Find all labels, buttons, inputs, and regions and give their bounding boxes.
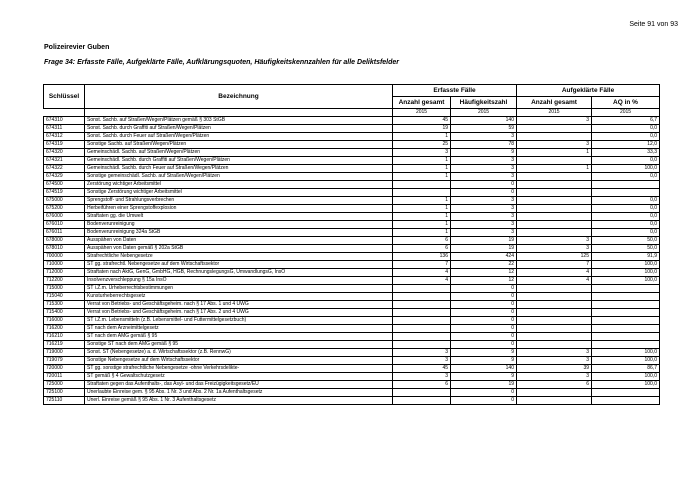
row-aq: 50,0 bbox=[592, 237, 660, 245]
row-aufgeklaert-anzahl bbox=[517, 389, 592, 397]
header-bezeichnung: Bezeichnung bbox=[85, 85, 393, 109]
row-description: Sonst. Sachb. durch Graffiti auf Straßen/Wegen/Plätzen bbox=[85, 125, 393, 133]
row-key: 674500 bbox=[44, 181, 85, 189]
row-aq: 91,9 bbox=[592, 253, 660, 261]
table-row bbox=[44, 181, 660, 189]
row-aufgeklaert-anzahl: 7 bbox=[517, 261, 592, 269]
row-haeufigkeitszahl: 0 bbox=[451, 341, 517, 349]
row-key: 674319 bbox=[44, 141, 85, 149]
row-anzahl-gesamt: 1 bbox=[393, 165, 451, 173]
row-aq bbox=[592, 325, 660, 333]
row-aufgeklaert-anzahl bbox=[517, 325, 592, 333]
row-description: Insolvenzverschleppung § 15a InsO bbox=[85, 277, 393, 285]
row-key: 725000 bbox=[44, 381, 85, 389]
row-aufgeklaert-anzahl bbox=[517, 341, 592, 349]
row-description: Sonstige Sachb. auf Straßen/Wegen/Plätzen bbox=[85, 141, 393, 149]
row-description: Bodenverunreinigung bbox=[85, 221, 393, 229]
row-key: 720000 bbox=[44, 365, 85, 373]
row-description: Sonstige gemeinschädl. Sachb. auf Straßen/Wegen/Plätzen bbox=[85, 173, 393, 181]
row-haeufigkeitszahl: 9 bbox=[451, 149, 517, 157]
row-description: Herbeiführen einer Sprengstoffexplosion bbox=[85, 205, 393, 213]
table-row bbox=[44, 221, 660, 229]
table-row bbox=[44, 365, 660, 373]
row-aq bbox=[592, 301, 660, 309]
row-aq: 0,0 bbox=[592, 229, 660, 237]
row-aufgeklaert-anzahl bbox=[517, 213, 592, 221]
row-key: 700000 bbox=[44, 253, 85, 261]
row-anzahl-gesamt bbox=[393, 181, 451, 189]
row-aq: 0,0 bbox=[592, 205, 660, 213]
row-aufgeklaert-anzahl bbox=[517, 181, 592, 189]
row-anzahl-gesamt bbox=[393, 397, 451, 405]
row-haeufigkeitszahl: 0 bbox=[451, 317, 517, 325]
table-row bbox=[44, 317, 660, 325]
row-description: Zerstörung wichtiger Arbeitsmittel bbox=[85, 181, 393, 189]
row-aq bbox=[592, 189, 660, 197]
row-aq: 100,0 bbox=[592, 349, 660, 357]
row-aufgeklaert-anzahl bbox=[517, 189, 592, 197]
row-description: Sonst. ST (Nebengesetze) a. d. Wirtschaftssektor (z.B. RennwG) bbox=[85, 349, 393, 357]
row-anzahl-gesamt: 3 bbox=[393, 357, 451, 365]
row-aufgeklaert-anzahl: 125 bbox=[517, 253, 592, 261]
row-aufgeklaert-anzahl bbox=[517, 301, 592, 309]
row-description: Straftaten gegen das Aufenthalts-, das Asyl- und das Freizügigkeitsgesetz/EU bbox=[85, 381, 393, 389]
row-aufgeklaert-anzahl bbox=[517, 221, 592, 229]
row-aq: 100,0 bbox=[592, 165, 660, 173]
row-key: 712200 bbox=[44, 277, 85, 285]
row-description: ST gemäß § 4 Gewaltschutzgesetz bbox=[85, 373, 393, 381]
row-description: Sonstige Zerstörung wichtiger Arbeitsmittel bbox=[85, 189, 393, 197]
row-anzahl-gesamt: 1 bbox=[393, 173, 451, 181]
row-key: 716219 bbox=[44, 341, 85, 349]
row-aufgeklaert-anzahl: 1 bbox=[517, 165, 592, 173]
table-row bbox=[44, 357, 660, 365]
header-aq: AQ in % bbox=[592, 97, 660, 109]
row-haeufigkeitszahl: 0 bbox=[451, 397, 517, 405]
row-haeufigkeitszahl: 0 bbox=[451, 285, 517, 293]
row-key: 715300 bbox=[44, 301, 85, 309]
row-aq: 0,0 bbox=[592, 213, 660, 221]
row-key: 715040 bbox=[44, 293, 85, 301]
row-anzahl-gesamt bbox=[393, 285, 451, 293]
row-description: Gemeinschädl. Sachb. auf Straßen/Wegen/Plätzen bbox=[85, 149, 393, 157]
row-description: Unerl. Einreise gemäß § 95 Abs. 1 Nr. 3 Aufenthaltsgesetz bbox=[85, 397, 393, 405]
row-haeufigkeitszahl: 9 bbox=[451, 357, 517, 365]
row-aq: 86,7 bbox=[592, 365, 660, 373]
row-key: 676010 bbox=[44, 221, 85, 229]
row-aq: 100,0 bbox=[592, 269, 660, 277]
organization-title: Polizeirevier Guben bbox=[44, 44, 110, 51]
row-aq: 100,0 bbox=[592, 357, 660, 365]
table-row bbox=[44, 205, 660, 213]
row-key: 716200 bbox=[44, 325, 85, 333]
row-key: 675200 bbox=[44, 205, 85, 213]
row-description: Gemeinschädl. Sachb. durch Feuer auf Straßen/Wegen/Plätzen bbox=[85, 165, 393, 173]
row-aq: 100,0 bbox=[592, 381, 660, 389]
row-description: Sonstige ST nach dem AMG gemäß § 95 bbox=[85, 341, 393, 349]
table-row bbox=[44, 197, 660, 205]
table-row bbox=[44, 229, 660, 237]
row-key: 674321 bbox=[44, 157, 85, 165]
row-haeufigkeitszahl: 3 bbox=[451, 197, 517, 205]
row-anzahl-gesamt bbox=[393, 189, 451, 197]
row-haeufigkeitszahl: 19 bbox=[451, 245, 517, 253]
row-anzahl-gesamt: 1 bbox=[393, 197, 451, 205]
row-aq: 0,0 bbox=[592, 157, 660, 165]
row-aq bbox=[592, 309, 660, 317]
row-key: 715400 bbox=[44, 309, 85, 317]
year-label: 2015 bbox=[592, 109, 660, 117]
row-anzahl-gesamt bbox=[393, 301, 451, 309]
row-haeufigkeitszahl: 3 bbox=[451, 229, 517, 237]
table-body bbox=[44, 117, 660, 405]
table-row bbox=[44, 341, 660, 349]
row-haeufigkeitszahl: 12 bbox=[451, 277, 517, 285]
row-haeufigkeitszahl: 12 bbox=[451, 269, 517, 277]
row-anzahl-gesamt: 25 bbox=[393, 141, 451, 149]
table-row bbox=[44, 173, 660, 181]
row-key: 712000 bbox=[44, 269, 85, 277]
row-anzahl-gesamt bbox=[393, 341, 451, 349]
row-anzahl-gesamt bbox=[393, 389, 451, 397]
row-description: Straftaten nach AktG, GenG, GmbHG, HGB, RechnungslegungsG, UmwandlungsG, InsO bbox=[85, 269, 393, 277]
row-aufgeklaert-anzahl: 6 bbox=[517, 381, 592, 389]
row-haeufigkeitszahl: 0 bbox=[451, 301, 517, 309]
row-anzahl-gesamt: 7 bbox=[393, 261, 451, 269]
row-aufgeklaert-anzahl: 3 bbox=[517, 349, 592, 357]
row-description: ST i.Z.m. Lebensmitteln (z.B. Lebensmittel- und Futtermittelgesetzbuch) bbox=[85, 317, 393, 325]
row-haeufigkeitszahl: 59 bbox=[451, 125, 517, 133]
row-aufgeklaert-anzahl: 3 bbox=[517, 373, 592, 381]
row-description: Strafrechtliche Nebengesetze bbox=[85, 253, 393, 261]
table-row bbox=[44, 213, 660, 221]
table-row bbox=[44, 125, 660, 133]
table-row bbox=[44, 381, 660, 389]
row-aq: 0,0 bbox=[592, 197, 660, 205]
row-key: 719000 bbox=[44, 349, 85, 357]
table-row bbox=[44, 141, 660, 149]
row-aufgeklaert-anzahl bbox=[517, 309, 592, 317]
row-aq bbox=[592, 341, 660, 349]
table-row bbox=[44, 117, 660, 125]
row-aq bbox=[592, 389, 660, 397]
row-haeufigkeitszahl: 140 bbox=[451, 365, 517, 373]
row-haeufigkeitszahl: 3 bbox=[451, 133, 517, 141]
row-haeufigkeitszahl: 9 bbox=[451, 349, 517, 357]
row-description: ST gg. sonstige strafrechtliche Nebengesetze -ohne Verkehrsdelikte- bbox=[85, 365, 393, 373]
row-aufgeklaert-anzahl bbox=[517, 293, 592, 301]
row-haeufigkeitszahl: 78 bbox=[451, 141, 517, 149]
row-anzahl-gesamt: 1 bbox=[393, 221, 451, 229]
row-haeufigkeitszahl: 9 bbox=[451, 373, 517, 381]
table-row bbox=[44, 237, 660, 245]
table-row bbox=[44, 293, 660, 301]
row-description: ST gg. strafrechtl. Nebengesetze auf dem Wirtschaftssektor bbox=[85, 261, 393, 269]
row-anzahl-gesamt: 1 bbox=[393, 205, 451, 213]
row-aufgeklaert-anzahl: 4 bbox=[517, 269, 592, 277]
row-haeufigkeitszahl: 22 bbox=[451, 261, 517, 269]
row-anzahl-gesamt: 6 bbox=[393, 237, 451, 245]
row-aq: 100,0 bbox=[592, 373, 660, 381]
row-aufgeklaert-anzahl bbox=[517, 205, 592, 213]
header-anzahl-gesamt-aufgeklaert: Anzahl gesamt bbox=[517, 97, 592, 109]
row-key: 676000 bbox=[44, 213, 85, 221]
table-row bbox=[44, 285, 660, 293]
row-anzahl-gesamt bbox=[393, 333, 451, 341]
row-haeufigkeitszahl: 0 bbox=[451, 325, 517, 333]
row-key: 716000 bbox=[44, 317, 85, 325]
row-aufgeklaert-anzahl: 3 bbox=[517, 245, 592, 253]
table-row bbox=[44, 253, 660, 261]
year-label: 2015 bbox=[451, 109, 517, 117]
table-row bbox=[44, 301, 660, 309]
row-aq: 50,0 bbox=[592, 245, 660, 253]
row-key: 674311 bbox=[44, 125, 85, 133]
row-key: 715000 bbox=[44, 285, 85, 293]
row-haeufigkeitszahl: 0 bbox=[451, 309, 517, 317]
table-row bbox=[44, 157, 660, 165]
document-subtitle: Frage 34: Erfasste Fälle, Aufgeklärte Fälle, Aufklärungsquoten, Häufigkeitskennzahlen für alle Deliktsfelder bbox=[44, 59, 400, 66]
row-aufgeklaert-anzahl bbox=[517, 133, 592, 141]
row-aq bbox=[592, 317, 660, 325]
row-aufgeklaert-anzahl: 3 bbox=[517, 237, 592, 245]
row-aufgeklaert-anzahl bbox=[517, 157, 592, 165]
row-key: 674310 bbox=[44, 117, 85, 125]
row-description: Verrat von Betriebs- und Geschäftsgeheim. nach § 17 Abs. 2 und 4 UWG bbox=[85, 309, 393, 317]
row-aufgeklaert-anzahl bbox=[517, 197, 592, 205]
row-aufgeklaert-anzahl: 3 bbox=[517, 357, 592, 365]
row-aufgeklaert-anzahl: 1 bbox=[517, 149, 592, 157]
row-description: Verrat von Betriebs- und Geschäftsgeheim. nach § 17 Abs. 1 und 4 UWG bbox=[85, 301, 393, 309]
row-haeufigkeitszahl: 19 bbox=[451, 381, 517, 389]
year-label: 2015 bbox=[517, 109, 592, 117]
row-haeufigkeitszahl: 3 bbox=[451, 165, 517, 173]
table-row bbox=[44, 277, 660, 285]
row-aufgeklaert-anzahl: 3 bbox=[517, 141, 592, 149]
year-row-blank bbox=[44, 109, 85, 117]
row-anzahl-gesamt: 6 bbox=[393, 381, 451, 389]
row-aufgeklaert-anzahl bbox=[517, 317, 592, 325]
table-row bbox=[44, 165, 660, 173]
row-key: 716210 bbox=[44, 333, 85, 341]
row-description: Straftaten gg. die Umwelt bbox=[85, 213, 393, 221]
row-haeufigkeitszahl: 3 bbox=[451, 157, 517, 165]
row-description: Sonst. Sachb. durch Feuer auf Straßen/Wegen/Plätzen bbox=[85, 133, 393, 141]
row-aufgeklaert-anzahl bbox=[517, 173, 592, 181]
row-aq: 0,0 bbox=[592, 221, 660, 229]
row-key: 674312 bbox=[44, 133, 85, 141]
row-haeufigkeitszahl: 0 bbox=[451, 181, 517, 189]
row-aq: 12,0 bbox=[592, 141, 660, 149]
row-anzahl-gesamt: 3 bbox=[393, 149, 451, 157]
row-description: Unerlaubte Einreise gem. § 95 Abs. 1 Nr. 3 und Abs. 2 Nr. 1a Aufenthaltsgesetz bbox=[85, 389, 393, 397]
row-key: 674329 bbox=[44, 173, 85, 181]
row-description: ST nach dem AMG gemäß § 95 bbox=[85, 333, 393, 341]
row-aufgeklaert-anzahl: 39 bbox=[517, 365, 592, 373]
row-aq: 0,0 bbox=[592, 125, 660, 133]
table-row bbox=[44, 309, 660, 317]
row-haeufigkeitszahl: 424 bbox=[451, 253, 517, 261]
row-haeufigkeitszahl: 140 bbox=[451, 117, 517, 125]
header-anzahl-gesamt: Anzahl gesamt bbox=[393, 97, 451, 109]
row-aq: 0,0 bbox=[592, 133, 660, 141]
row-aufgeklaert-anzahl: 4 bbox=[517, 277, 592, 285]
row-aufgeklaert-anzahl bbox=[517, 285, 592, 293]
row-anzahl-gesamt bbox=[393, 317, 451, 325]
row-haeufigkeitszahl: 0 bbox=[451, 333, 517, 341]
row-aufgeklaert-anzahl bbox=[517, 125, 592, 133]
row-anzahl-gesamt: 45 bbox=[393, 365, 451, 373]
row-anzahl-gesamt: 19 bbox=[393, 125, 451, 133]
row-aq bbox=[592, 397, 660, 405]
row-anzahl-gesamt bbox=[393, 325, 451, 333]
table-row bbox=[44, 261, 660, 269]
row-haeufigkeitszahl: 0 bbox=[451, 293, 517, 301]
year-label: 2015 bbox=[393, 109, 451, 117]
row-key: 674320 bbox=[44, 149, 85, 157]
row-aufgeklaert-anzahl bbox=[517, 229, 592, 237]
row-description: ST nach dem Arzneimittelgesetz bbox=[85, 325, 393, 333]
table-row bbox=[44, 325, 660, 333]
row-anzahl-gesamt: 45 bbox=[393, 117, 451, 125]
row-key: 675000 bbox=[44, 197, 85, 205]
row-aq bbox=[592, 293, 660, 301]
statistics-table bbox=[43, 84, 660, 405]
group-header-erfasste-faelle: Erfasste Fälle bbox=[393, 85, 517, 97]
row-haeufigkeitszahl: 3 bbox=[451, 205, 517, 213]
table-row bbox=[44, 133, 660, 141]
table-row bbox=[44, 389, 660, 397]
row-anzahl-gesamt: 3 bbox=[393, 349, 451, 357]
header-haeufigkeitszahl: Häufigkeitszahl bbox=[451, 97, 517, 109]
row-anzahl-gesamt bbox=[393, 293, 451, 301]
table-row bbox=[44, 149, 660, 157]
row-aq: 100,0 bbox=[592, 261, 660, 269]
row-aufgeklaert-anzahl bbox=[517, 333, 592, 341]
row-aq bbox=[592, 181, 660, 189]
row-anzahl-gesamt: 1 bbox=[393, 213, 451, 221]
row-aq bbox=[592, 285, 660, 293]
row-aufgeklaert-anzahl: 3 bbox=[517, 117, 592, 125]
row-description: Gemeinschädl. Sachb. durch Graffiti auf Straßen/Wegen/Plätzen bbox=[85, 157, 393, 165]
row-description: Sonst. Sachb. auf Straßen/Wegen/Plätzen gemäß § 303 StGB bbox=[85, 117, 393, 125]
row-aq: 6,7 bbox=[592, 117, 660, 125]
row-key: 725110 bbox=[44, 397, 85, 405]
row-key: 720011 bbox=[44, 373, 85, 381]
row-aq: 0,0 bbox=[592, 173, 660, 181]
row-key: 674519 bbox=[44, 189, 85, 197]
table-row bbox=[44, 245, 660, 253]
group-header-aufgeklaerte-faelle: Aufgeklärte Fälle bbox=[517, 85, 660, 97]
row-key: 719079 bbox=[44, 357, 85, 365]
row-anzahl-gesamt: 4 bbox=[393, 277, 451, 285]
row-description: Ausspähen von Daten bbox=[85, 237, 393, 245]
row-key: 676011 bbox=[44, 229, 85, 237]
table-row bbox=[44, 349, 660, 357]
row-aq bbox=[592, 333, 660, 341]
row-haeufigkeitszahl: 0 bbox=[451, 389, 517, 397]
table-row bbox=[44, 373, 660, 381]
row-aufgeklaert-anzahl bbox=[517, 397, 592, 405]
row-description: Bodenverunreinigung 324a StGB bbox=[85, 229, 393, 237]
row-haeufigkeitszahl: 3 bbox=[451, 221, 517, 229]
page-number: Seite 91 von 93 bbox=[629, 21, 678, 28]
row-key: 710000 bbox=[44, 261, 85, 269]
row-aq: 33,3 bbox=[592, 149, 660, 157]
row-aq: 100,0 bbox=[592, 277, 660, 285]
row-description: Sprengstoff- und Strahlungsverbrechen bbox=[85, 197, 393, 205]
row-anzahl-gesamt: 3 bbox=[393, 373, 451, 381]
row-haeufigkeitszahl: 19 bbox=[451, 237, 517, 245]
row-anzahl-gesamt bbox=[393, 309, 451, 317]
row-anzahl-gesamt: 1 bbox=[393, 133, 451, 141]
table-row bbox=[44, 333, 660, 341]
row-anzahl-gesamt: 1 bbox=[393, 157, 451, 165]
row-haeufigkeitszahl: 0 bbox=[451, 189, 517, 197]
row-description: ST i.Z.m. Urheberrechtsbestimmungen bbox=[85, 285, 393, 293]
row-description: Ausspähen von Daten gemäß § 202a StGB bbox=[85, 245, 393, 253]
row-anzahl-gesamt: 4 bbox=[393, 269, 451, 277]
year-row-blank bbox=[85, 109, 393, 117]
row-anzahl-gesamt: 6 bbox=[393, 245, 451, 253]
row-key: 678010 bbox=[44, 245, 85, 253]
row-anzahl-gesamt: 1 bbox=[393, 229, 451, 237]
row-key: 725100 bbox=[44, 389, 85, 397]
row-description: Kunsturheberrechtsgesetz bbox=[85, 293, 393, 301]
row-anzahl-gesamt: 136 bbox=[393, 253, 451, 261]
table-row bbox=[44, 269, 660, 277]
table-row bbox=[44, 397, 660, 405]
row-key: 674322 bbox=[44, 165, 85, 173]
header-schluessel: Schlüssel bbox=[44, 85, 85, 109]
row-haeufigkeitszahl: 3 bbox=[451, 173, 517, 181]
table-row bbox=[44, 189, 660, 197]
row-description: Sonstige Nebengesetze auf dem Wirtschaftssektor bbox=[85, 357, 393, 365]
row-haeufigkeitszahl: 3 bbox=[451, 213, 517, 221]
row-key: 678000 bbox=[44, 237, 85, 245]
